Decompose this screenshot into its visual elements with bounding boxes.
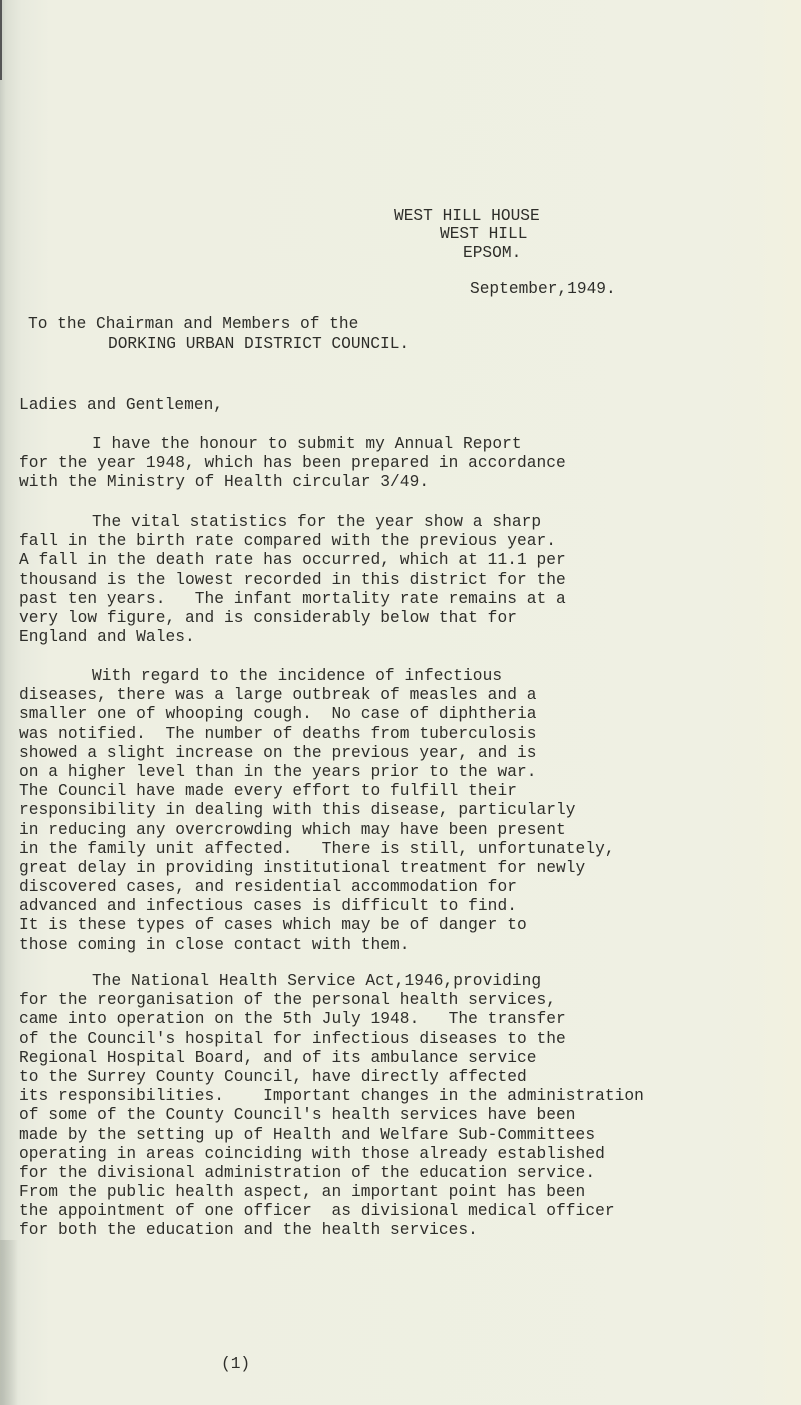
paragraph-line: was notified. The number of deaths from tuberculosis bbox=[19, 724, 537, 743]
paragraph-line: With regard to the incidence of infectious bbox=[92, 667, 503, 685]
letter-date: September,1949. bbox=[470, 280, 616, 298]
paragraph-line: From the public health aspect, an important point has been bbox=[19, 1183, 586, 1202]
paragraph-line: made by the setting up of Health and Welfare Sub-Committees bbox=[19, 1125, 596, 1144]
salutation: Ladies and Gentlemen, bbox=[19, 396, 223, 414]
addressee-line-2: DORKING URBAN DISTRICT COUNCIL. bbox=[108, 335, 410, 353]
addressee-line-1: To the Chairman and Members of the bbox=[28, 315, 359, 333]
paragraph-1 bbox=[19, 435, 566, 493]
paragraph-line: in reducing any overcrowding which may have been present bbox=[19, 820, 566, 839]
paragraph-line: past ten years. The infant mortality rate remains at a bbox=[19, 589, 566, 608]
page-number: (1) bbox=[221, 1355, 251, 1373]
paragraph-line: showed a slight increase on the previous year, and is bbox=[19, 743, 537, 762]
paragraph-line: in the family unit affected. There is still, unfortunately, bbox=[19, 839, 615, 858]
paragraph-3 bbox=[19, 667, 615, 955]
paragraph-line: diseases, there was a large outbreak of measles and a bbox=[19, 686, 537, 705]
paragraph-line: the appointment of one officer as divisional medical officer bbox=[19, 1202, 615, 1221]
paragraph-line: very low figure, and is considerably below that for bbox=[19, 608, 517, 627]
paragraph-line: with the Ministry of Health circular 3/49. bbox=[19, 473, 430, 492]
paragraph-line: smaller one of whooping cough. No case of diphtheria bbox=[19, 705, 537, 724]
paragraph-line: on a higher level than in the years prior to the war. bbox=[19, 762, 537, 781]
paragraph-line: for the divisional administration of the education service. bbox=[19, 1163, 596, 1182]
paragraph-2 bbox=[19, 513, 566, 647]
paragraph-line: It is these types of cases which may be of danger to bbox=[19, 916, 527, 935]
paragraph-line: for the year 1948, which has been prepared in accordance bbox=[19, 454, 566, 473]
paragraph-line: of some of the County Council's health services have been bbox=[19, 1106, 576, 1125]
paragraph-line: England and Wales. bbox=[19, 628, 195, 647]
paragraph-line: operating in areas coinciding with those already established bbox=[19, 1144, 605, 1163]
paragraph-line: those coming in close contact with them. bbox=[19, 935, 410, 954]
letterhead-line-1: WEST HILL HOUSE bbox=[394, 207, 540, 225]
page-edge-shadow bbox=[0, 0, 2, 80]
paragraph-line: Regional Hospital Board, and of its ambulance service bbox=[19, 1048, 537, 1067]
paragraph-line: thousand is the lowest recorded in this district for the bbox=[19, 570, 566, 589]
paragraph-4 bbox=[19, 972, 644, 1241]
paragraph-line: discovered cases, and residential accommodation for bbox=[19, 878, 517, 897]
page-edge-shadow-bottom bbox=[0, 1240, 18, 1405]
paragraph-line: advanced and infectious cases is difficult to find. bbox=[19, 897, 517, 916]
paragraph-line: The National Health Service Act,1946,providing bbox=[92, 972, 542, 990]
letterhead-line-3: EPSOM. bbox=[463, 244, 522, 262]
paragraph-line: great delay in providing institutional treatment for newly bbox=[19, 858, 586, 877]
paragraph-line: its responsibilities. Important changes in the administration bbox=[19, 1087, 644, 1106]
paragraph-line: of the Council's hospital for infectious diseases to the bbox=[19, 1029, 566, 1048]
paragraph-line: I have the honour to submit my Annual Report bbox=[92, 435, 522, 453]
paragraph-line: fall in the birth rate compared with the previous year. bbox=[19, 532, 557, 551]
paragraph-line: The vital statistics for the year show a sharp bbox=[92, 513, 542, 531]
paragraph-line: The Council have made every effort to fulfill their bbox=[19, 782, 517, 801]
paragraph-line: A fall in the death rate has occurred, which at 11.1 per bbox=[19, 551, 566, 570]
letterhead-line-2: WEST HILL bbox=[440, 225, 528, 243]
paragraph-line: came into operation on the 5th July 1948. The transfer bbox=[19, 1010, 566, 1029]
paragraph-line: for the reorganisation of the personal health services, bbox=[19, 991, 557, 1010]
paragraph-line: responsibility in dealing with this disease, particularly bbox=[19, 801, 576, 820]
paragraph-line: to the Surrey County Council, have directly affected bbox=[19, 1067, 527, 1086]
paragraph-line: for both the education and the health services. bbox=[19, 1221, 478, 1240]
